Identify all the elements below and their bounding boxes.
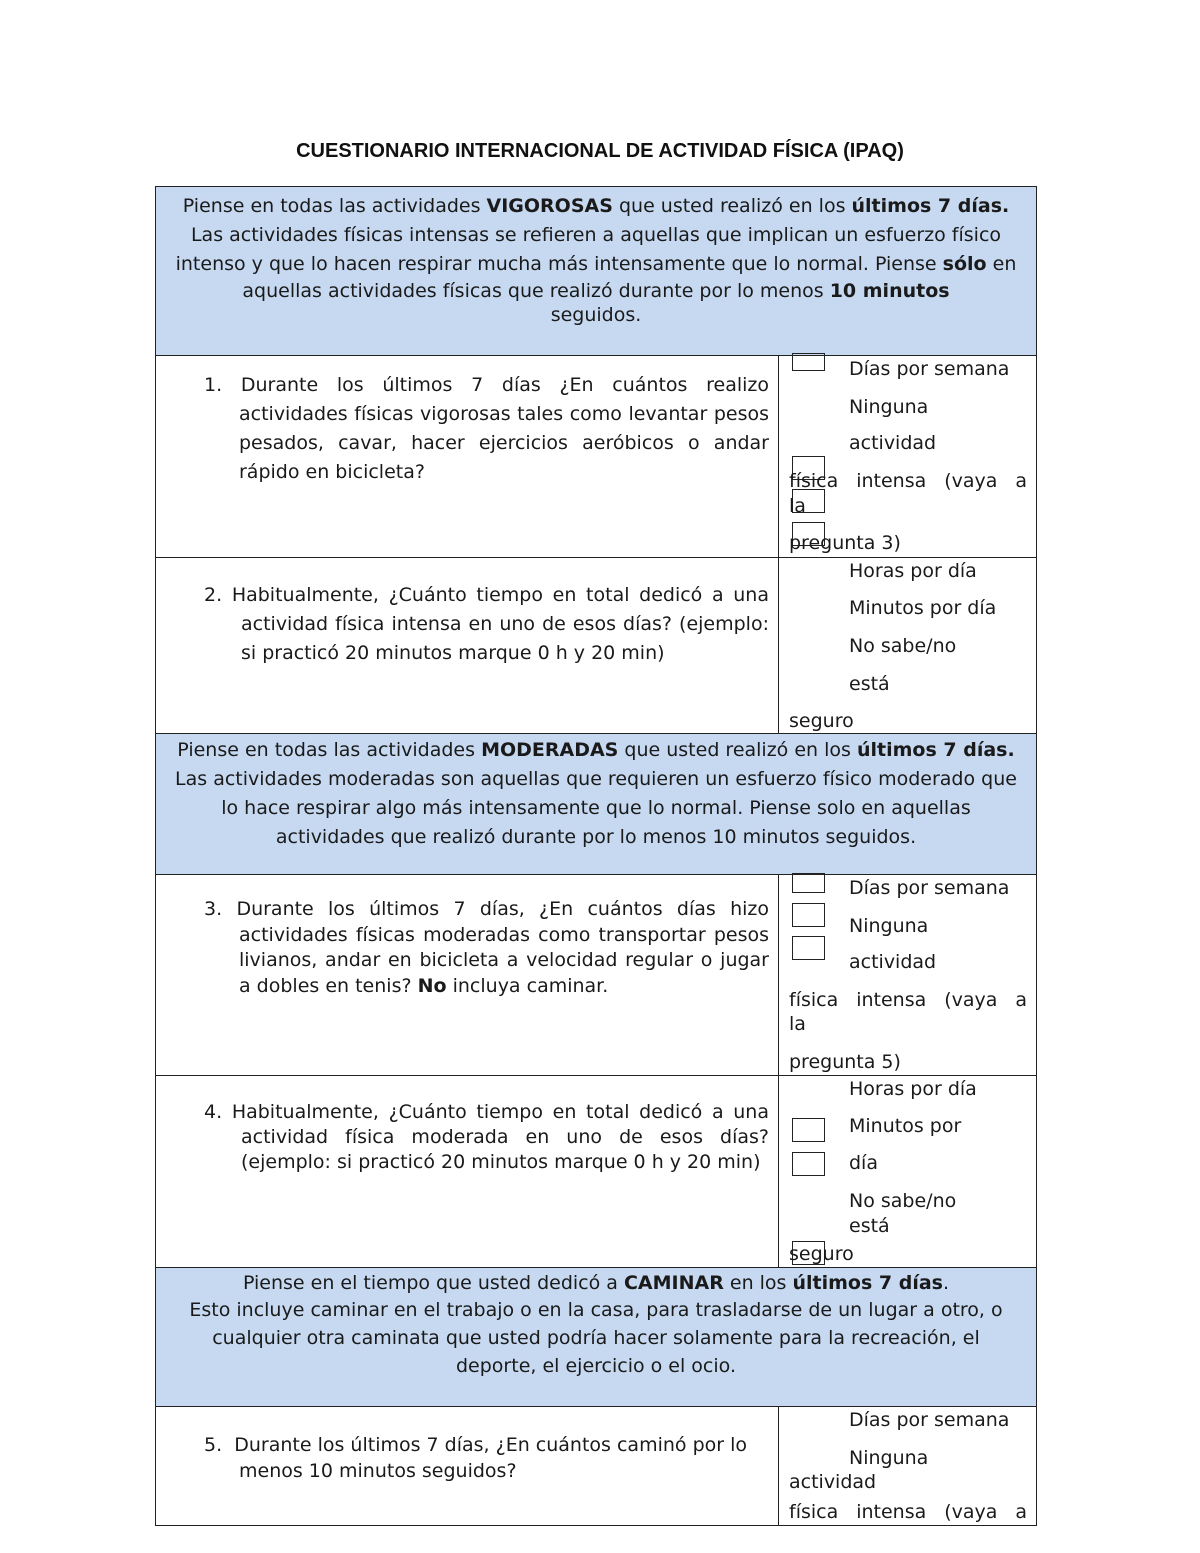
moderate-header (156, 734, 1036, 875)
question-4-row (156, 1076, 1036, 1268)
vh-b2: últimos 7 días. (851, 195, 1010, 217)
q1-option-none: Ninguna (849, 396, 929, 418)
days-checkbox[interactable] (792, 873, 825, 893)
q1-option-la: la (789, 495, 806, 517)
q4-option-seguro: seguro (789, 1243, 854, 1265)
q1-option-activity: actividad (849, 432, 937, 454)
vh-s2: que usted realizó en los (612, 195, 852, 217)
minutes-checkbox[interactable] (792, 1118, 825, 1142)
q4-text: Habitualmente, ¿Cuánto tiempo en total dedicó a una actividad física moderada en uno de esos días? (ejemplo: si practicó 20 minutos marque 0 h y 20 min) (231, 1101, 769, 1173)
question-3-row (156, 875, 1036, 1076)
wh-s2: en los (723, 1272, 793, 1294)
vh-s3: Las actividades físicas intensas se refieren a aquellas que implican un esfuerzo físico intenso y que lo hacen respirar mucha más intensamente que lo normal. Piense (175, 224, 1002, 275)
wh-s3: . (943, 1272, 950, 1294)
question-2-answers (779, 558, 1036, 733)
option-checkbox[interactable] (792, 936, 825, 960)
q3-option-none: Ninguna (849, 915, 929, 937)
q1-text: Durante los últimos 7 días ¿En cuántos realizo actividades físicas vigorosas tales como levantar pesos pesados, cavar, hacer ejercicios aeróbicos o andar rápido en bicicleta? (239, 374, 769, 483)
question-2-row (156, 558, 1036, 734)
q2-option-seguro: seguro (789, 710, 854, 732)
days-checkbox[interactable] (792, 353, 825, 371)
vh-b3: sólo (942, 253, 987, 275)
walk-header (156, 1268, 1036, 1407)
mh-s4: actividades que realizó durante por lo menos 10 minutos seguidos. (275, 826, 917, 848)
q1-option-intense: física intensa (vaya a (789, 470, 1027, 492)
q2-option-minutes: Minutos por día (849, 597, 997, 619)
mh-s3: Las actividades moderadas son aquellas que requieren un esfuerzo físico moderado que lo hace respirar algo más intensamente que lo normal. Piense solo en aquellas (175, 768, 1017, 819)
q3-option-days: Días por semana (849, 877, 1010, 899)
vh-s6: seguidos. (550, 304, 642, 326)
q2-text: Habitualmente, ¿Cuánto tiempo en total dedicó a una actividad física intensa en uno de esos días? (ejemplo: si practicó 20 minutos marque 0 h y 20 min) (231, 584, 769, 664)
question-5-row (156, 1407, 1036, 1525)
q4-option-day: día (849, 1152, 878, 1174)
q5-option-days: Días por semana (849, 1409, 1010, 1431)
question-4-answers (779, 1076, 1036, 1267)
q3-b1: No (417, 974, 447, 997)
wh-b2: últimos 7 días (792, 1272, 943, 1294)
mh-s2: que usted realizó en los (618, 739, 857, 761)
option-checkbox[interactable] (792, 1152, 825, 1176)
mh-b2: últimos 7 días. (856, 739, 1015, 761)
question-3 (204, 897, 769, 999)
wh-s4: Esto incluye caminar en el trabajo o en la casa, para trasladarse de un lugar a otro, o (189, 1299, 1003, 1321)
q2-number: 2. (204, 584, 223, 606)
mh-b1: MODERADAS (481, 739, 619, 761)
question-1 (204, 371, 769, 487)
q1-option-go-to: pregunta 3) (789, 532, 901, 554)
question-4-cell (156, 1076, 779, 1267)
q2-option-hours: Horas por día (849, 560, 977, 582)
q3-number: 3. (204, 898, 223, 920)
q4-number: 4. (204, 1101, 223, 1123)
question-4 (204, 1100, 769, 1175)
question-3-answers (779, 875, 1036, 1075)
q3-s1: Durante los últimos 7 días, ¿En cuántos días hizo actividades físicas moderadas como transportar pesos livianos, andar en bicicleta a velocidad regular o jugar a dobles en tenis? (236, 898, 769, 997)
q5-number: 5. (204, 1434, 223, 1456)
question-2-cell (156, 558, 779, 733)
question-1-cell (156, 356, 779, 557)
q5-option-none: Ninguna (849, 1447, 929, 1469)
vh-b4: 10 minutos (829, 280, 950, 302)
questionnaire-table (155, 186, 1037, 1526)
q3-option-intense: física intensa (vaya a (789, 989, 1027, 1011)
q5-text: Durante los últimos 7 días, ¿En cuántos caminó por lo menos 10 minutos seguidos? (234, 1434, 748, 1482)
q2-option-unsure: No sabe/no (849, 635, 957, 657)
q4-option-unsure: No sabe/no (849, 1190, 957, 1212)
none-checkbox[interactable] (792, 903, 825, 927)
q4-option-hours: Horas por día (849, 1078, 977, 1100)
q1-number: 1. (204, 374, 223, 396)
question-1-answers (779, 356, 1036, 557)
vh-s5: aquellas actividades físicas que realizó durante por lo menos (242, 280, 830, 302)
question-1-row (156, 356, 1036, 558)
vh-s1: Piense en todas las actividades (182, 195, 487, 217)
q4-option-minutes: Minutos por (849, 1115, 962, 1137)
question-3-cell (156, 875, 779, 1075)
wh-s5: cualquier otra caminata que usted podría hacer solamente para la recreación, el deporte, el ejercicio o el ocio. (212, 1327, 980, 1377)
wh-s1: Piense en el tiempo que usted dedicó a (242, 1272, 624, 1294)
question-5 (204, 1432, 764, 1484)
q5-option-activity: actividad (789, 1471, 877, 1493)
wh-b1: CAMINAR (623, 1272, 724, 1294)
q2-option-esta: está (849, 673, 890, 695)
q1-option-days: Días por semana (849, 358, 1010, 380)
q3-option-la: la (789, 1013, 806, 1035)
question-5-cell (156, 1407, 779, 1525)
page-title: CUESTIONARIO INTERNACIONAL DE ACTIVIDAD FÍSICA (IPAQ) (296, 140, 904, 162)
question-5-answers (779, 1407, 1036, 1525)
question-2 (204, 581, 769, 668)
q3-option-activity: actividad (849, 951, 937, 973)
mh-s1: Piense en todas las actividades (177, 739, 482, 761)
q5-option-intense: física intensa (vaya a (789, 1501, 1027, 1523)
q3-option-go-to: pregunta 5) (789, 1051, 901, 1073)
vh-s4: en (986, 253, 1017, 275)
q4-option-esta: está (849, 1215, 890, 1237)
vigorous-header (156, 187, 1036, 356)
q3-s2: incluya caminar. (446, 974, 609, 997)
vh-b1: VIGOROSAS (486, 195, 613, 217)
